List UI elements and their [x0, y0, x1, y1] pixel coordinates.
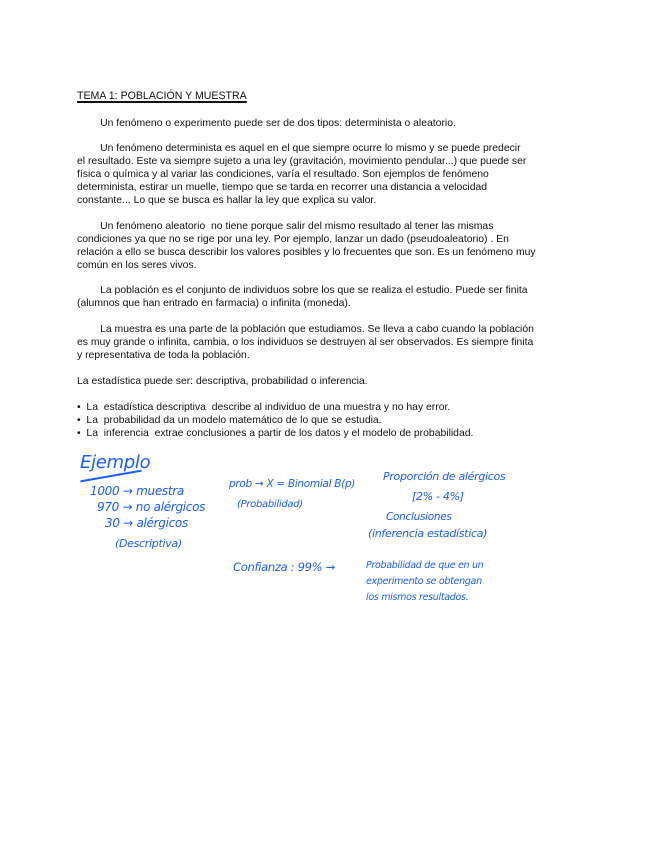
paragraph-line: constante... Lo que se busca es hallar la ley que explica su valor.	[77, 195, 377, 206]
hw-muestra: 1000 → muestra	[90, 484, 184, 498]
paragraph-line: común en los seres vivos.	[77, 260, 197, 271]
paragraph-line: La población es el conjunto de individuos sobre los que se realiza el estudio. Puede ser finita	[77, 285, 528, 296]
paragraph-line: La estadística puede ser: descriptiva, probabilidad o inferencia.	[77, 376, 368, 387]
paragraph-line: relación a ello se busca describir los valores posibles y lo frecuentes que son. Es un fenómeno muy	[77, 247, 536, 258]
bullet-item: • La inferencia extrae conclusiones a partir de los datos y el modelo de probabilidad.	[77, 428, 474, 439]
hw-alergicos: 30 → alérgicos	[105, 516, 188, 530]
paragraph-line: y representativa de toda la población.	[77, 350, 250, 361]
hw-confianza: Confianza : 99% →	[233, 560, 335, 574]
paragraph-line: (alumnos que han entrado en farmacia) o infinita (moneda).	[77, 298, 351, 309]
hw-probabilidad: (Probabilidad)	[237, 499, 303, 510]
paragraph-line: La muestra es una parte de la población que estudiamos. Se lleva a cabo cuando la población	[77, 324, 534, 335]
paragraph-line: Un fenómeno aleatorio no tiene porque salir del mismo resultado al tener las mismas	[77, 221, 494, 232]
hw-conclusiones: Conclusiones	[386, 511, 452, 523]
hw-def-1: Probabilidad de que en un	[366, 560, 484, 571]
page-title: TEMA 1: POBLACIÓN Y MUESTRA	[77, 90, 247, 102]
hw-def-2: experimento se obtengan	[366, 576, 482, 587]
paragraph-line: es muy grande o infinita, cambia, o los individuos se destruyen al ser observados. Es siempre finita	[77, 337, 534, 348]
bullet-item: • La probabilidad da un modelo matemático de lo que se estudia.	[77, 415, 382, 426]
paragraph-line: física o química y al variar las condiciones, varía el resultado. Son ejemplos de fenómeno	[77, 169, 489, 180]
hw-def-3: los mismos resultados.	[366, 592, 469, 603]
hw-descriptiva: (Descriptiva)	[115, 537, 182, 550]
bullet-item: • La estadística descriptiva describe al individuo de una muestra y no hay error.	[77, 402, 451, 413]
hw-prob: prob → X = Binomial B(p)	[229, 478, 356, 490]
paragraph-line: Un fenómeno determinista es aquel en el que siempre ocurre lo mismo y se puede predecir	[77, 143, 521, 154]
hw-heading: Ejemplo	[80, 452, 151, 473]
paragraph-line: el resultado. Este va siempre sujeto a una ley (gravitación, movimiento pendular...) que puede ser	[77, 156, 527, 167]
paragraph-line: condiciones ya que no se rige por una ley. Por ejemplo, lanzar un dado (pseudoaleatorio) . En	[77, 234, 509, 245]
hw-inferencia: (inferencia estadística)	[368, 527, 488, 540]
hw-proporcion: Proporción de alérgicos	[383, 470, 506, 483]
paragraph-line: determinista, estirar un muelle, tiempo que se tarda en recorrer una distancia a velocidad	[77, 182, 488, 193]
hw-rango: [2% - 4%]	[412, 490, 464, 503]
paragraph-line: Un fenómeno o experimento puede ser de dos tipos: determinista o aleatorio.	[77, 118, 456, 129]
hw-no-alergicos: 970 → no alérgicos	[97, 500, 206, 514]
